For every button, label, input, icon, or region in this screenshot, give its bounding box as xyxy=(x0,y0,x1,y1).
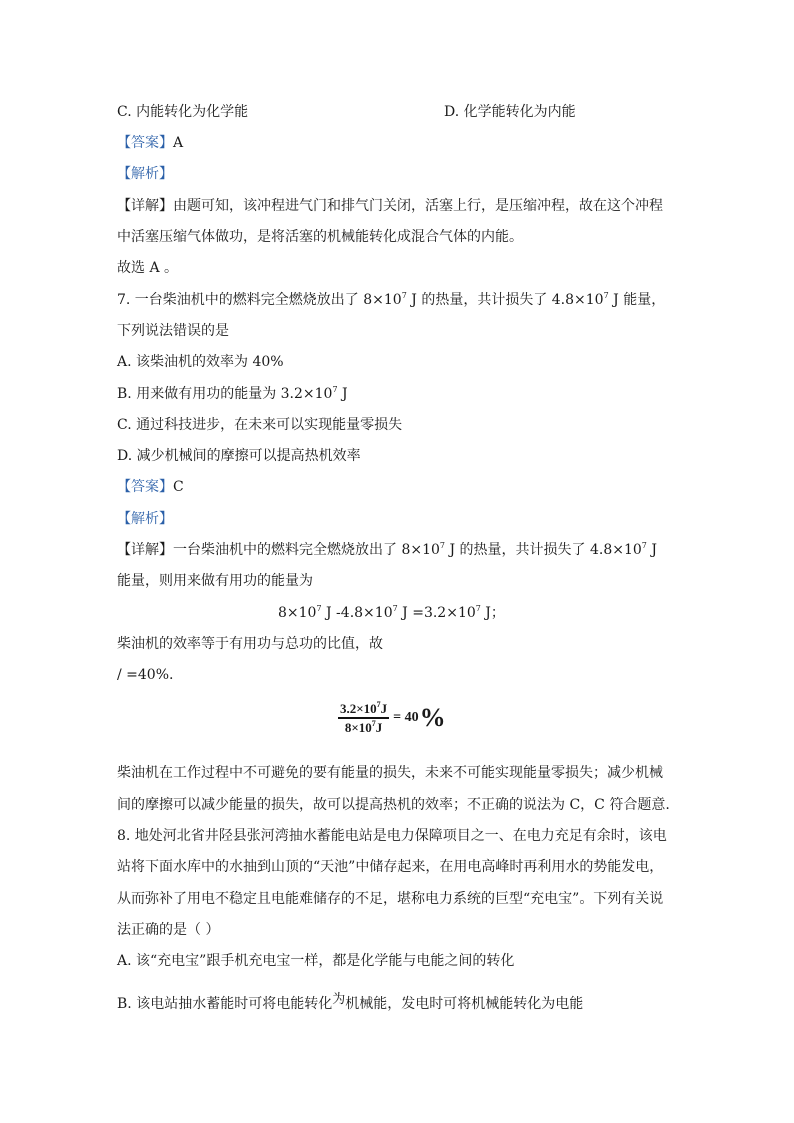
q6-detail-line-2: 中活塞压缩气体做功，是将活塞的机械能转化成混合气体的内能。 xyxy=(117,229,523,245)
percent-sign: % xyxy=(419,702,446,732)
exponent: 7 xyxy=(332,385,338,394)
equation-text: J； xyxy=(480,605,505,621)
q7-option-d: D. 减少机械间的摩擦可以提高热机效率 xyxy=(117,448,361,464)
fraction-numerator xyxy=(338,700,389,717)
q6-conclusion: 故选 A 。 xyxy=(117,260,179,276)
exponent: 7 xyxy=(392,604,398,613)
fraction xyxy=(338,700,389,736)
q7-detail-line-1 xyxy=(117,540,657,560)
q7-detail-line-2: 能量，则用来做有用功的能量为 xyxy=(117,573,313,589)
q6-analysis-tag: 【解析】 xyxy=(117,166,173,182)
q6-option-c: C. 内能转化为化学能 xyxy=(117,104,249,120)
option-text: B. 该电站抽水蓄能时可将电能转化 xyxy=(117,996,333,1012)
equation-text: J =3.2×10 xyxy=(397,605,476,621)
exponent: 7 xyxy=(641,541,647,550)
q8-stem-line-1: 8. 地处河北省井陉县张河湾抽水蓄能电站是电力保障项目之一、在电力充足有余时，该电 xyxy=(117,828,667,844)
detail-text: 一台柴油机中的燃料完全燃烧放出了 8×10 xyxy=(173,542,440,558)
fraction-denominator xyxy=(338,719,389,736)
efficiency-fraction xyxy=(338,700,446,736)
exponent: 7 xyxy=(316,604,322,613)
detail-text: 由题可知，该冲程进气门和排气门关闭，活塞上行，是压缩冲程，故在这个冲程 xyxy=(173,198,663,214)
q8-stem-line-4: 法正确的是（ ） xyxy=(117,922,220,938)
exponent: 7 xyxy=(603,291,609,300)
q8-option-a: A. 该“充电宝”跟手机充电宝一样，都是化学能与电能之间的转化 xyxy=(117,953,515,969)
exponent: 7 xyxy=(376,700,381,709)
exponent: 7 xyxy=(439,541,445,550)
q6-answer xyxy=(117,133,183,153)
q6-detail-line-1 xyxy=(117,196,663,216)
numerator-unit: J xyxy=(380,701,388,716)
stem-text: J 能量， xyxy=(608,292,666,308)
detail-tag: 【详解】 xyxy=(117,198,173,214)
q7-answer xyxy=(117,477,184,497)
answer-tag: 【答案】 xyxy=(117,135,173,151)
q7-stem-line-1 xyxy=(117,290,665,310)
detail-text: J xyxy=(646,542,657,558)
stem-text: J 的热量，共计损失了 4.8×10 xyxy=(406,292,604,308)
option-text: 机械能，发电时可将机械能转化为电能 xyxy=(345,996,584,1012)
q7-conclusion-line-1: 柴油机在工作过程中不可避免的要有能量的损失，未来不可能实现能量零损失；减少机械 xyxy=(117,765,663,781)
stem-text: 7. 一台柴油机中的燃料完全燃烧放出了 8×10 xyxy=(117,292,402,308)
exponent: 7 xyxy=(475,604,481,613)
answer-tag: 【答案】 xyxy=(117,479,173,495)
detail-text: J 的热量，共计损失了 4.8×10 xyxy=(445,542,642,558)
exponent: 7 xyxy=(371,718,376,728)
equation-text: 8×10 xyxy=(278,605,317,621)
equation-text: J -4.8×10 xyxy=(321,605,393,621)
q6-option-d: D. 化学能转化为内能 xyxy=(444,104,576,120)
q7-stem-line-2: 下列说法错误的是 xyxy=(117,323,229,339)
q8-stem-line-3: 从而弥补了用电不稳定且电能难储存的不足，堪称电力系统的巨型“充电宝”。下列有关说 xyxy=(117,891,664,907)
q7-option-a: A. 该柴油机的效率为 40% xyxy=(117,354,284,370)
denominator-unit: J xyxy=(375,719,383,735)
q7-option-c: C. 通过科技进步，在未来可以实现能量零损失 xyxy=(117,417,403,433)
detail-tag: 【详解】 xyxy=(117,542,173,558)
q8-option-b xyxy=(117,990,583,1014)
q7-option-b xyxy=(117,384,348,404)
answer-value: C xyxy=(173,479,184,495)
q7-energy-equation xyxy=(278,603,505,623)
answer-value: A xyxy=(173,135,184,151)
q7-efficiency-equation: / =40%. xyxy=(117,667,174,683)
option-text-raised: 为 xyxy=(332,992,346,1007)
exponent: 7 xyxy=(401,291,407,300)
option-text: B. 用来做有用功的能量为 3.2×10 xyxy=(117,386,333,402)
option-text: J xyxy=(337,386,348,402)
denominator-text: 8×10 xyxy=(344,719,372,735)
fraction-result: = 40 xyxy=(393,709,419,725)
q7-analysis-tag: 【解析】 xyxy=(117,511,173,527)
q7-efficiency-line: 柴油机的效率等于有用功与总功的比值，故 xyxy=(117,636,383,652)
numerator-text: 3.2×10 xyxy=(340,701,377,716)
q8-stem-line-2: 站将下面水库中的水抽到山顶的“天池”中储存起来，在用电高峰时再利用水的势能发电， xyxy=(117,859,664,875)
q7-conclusion-line-2: 间的摩擦可以减少能量的损失，故可以提高热机的效率；不正确的说法为 C，C 符合题意. xyxy=(117,797,670,813)
